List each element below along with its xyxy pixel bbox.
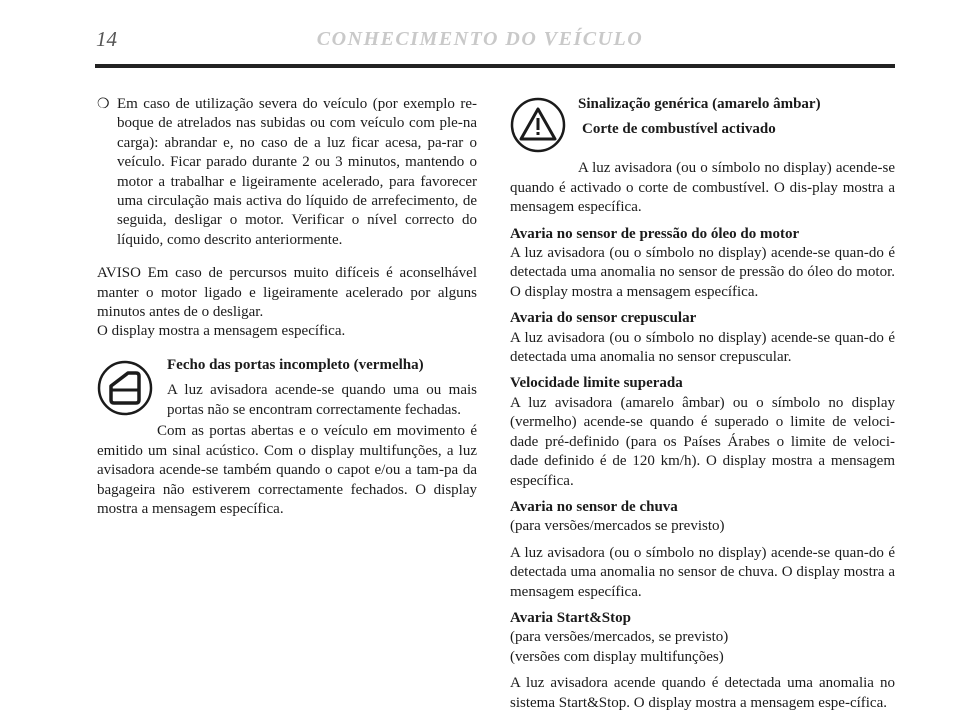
startstop-text: A luz avisadora acende quando é detectada uma anomalia no sistema Start&Stop. O display mostra a mensagem espe-cífica.: [510, 675, 895, 711]
speed-text: A luz avisadora (amarelo âmbar) ou o símbolo no display (vermelho) acende-se quando é superado o limite de veloci-dade pré-definido (para os Países Árabes o limite de veloci-dade definido é de 120 km/h). O display mostra a mensagem específica.: [510, 394, 895, 489]
startstop-title: Avaria Start&Stop: [510, 609, 631, 626]
door-open-icon: [97, 356, 167, 422]
bullet-item: [97, 95, 477, 250]
bullet-circle-icon: ❍: [97, 97, 110, 112]
rain-title: Avaria no sensor de chuva: [510, 498, 678, 515]
rain-note: (para versões/mercados se previsto): [510, 518, 725, 535]
rain-text: A luz avisadora (ou o símbolo no display) acende-se quan-do é detectada uma anomalia no sensor de chuva. O display mostra a mensagem específica.: [510, 544, 895, 600]
page-number: 14: [96, 27, 117, 51]
speed-title: Velocidade limite superada: [510, 375, 683, 392]
dusk-title: Avaria do sensor crepuscular: [510, 310, 697, 327]
startstop-note-2: (versões com display multifunções): [510, 648, 724, 665]
right-column: [510, 95, 895, 713]
dusk-text: A luz avisadora (ou o símbolo no display) acende-se quan-do é detectada uma anomalia no sensor crepuscular.: [510, 329, 895, 366]
aviso-paragraph: AVISO Em caso de percursos muito difíceis é aconselhável manter o motor ligado e ligeiramente acelerado por alguns minutos antes de o desligar.: [97, 265, 477, 321]
section-title: CONHECIMENTO DO VEÍCULO: [316, 28, 644, 50]
generic-text: A luz avisadora (ou o símbolo no display) acende-se quando é activado o corte de combustível. O dis-play mostra a mensagem específica.: [510, 160, 895, 216]
header-rule: [95, 64, 895, 68]
oil-title: Avaria no sensor de pressão do óleo do motor: [510, 225, 800, 242]
door-text-2: Com as portas abertas e o veículo em movimento é emitido um sinal acústico. Com o display multifunções, a luz avisadora acende-se também quando o capot e/ou a tam-pa da bagageira não estiverem correctamente fechados. O display mostra a mensagem específica.: [97, 423, 477, 517]
generic-title: Sinalização genérica (amarelo âmbar): [578, 96, 821, 112]
startstop-note-1: (para versões/mercados, se previsto): [510, 629, 729, 646]
warning-triangle-icon: [510, 95, 578, 159]
door-warning-block: [97, 356, 477, 422]
generic-subtitle: Corte de combustível activado: [582, 121, 776, 138]
door-text-1: A luz avisadora acende-se quando uma ou mais portas não se encontram correctamente fechadas.: [167, 382, 477, 418]
oil-text: A luz avisadora (ou o símbolo no display) acende-se quan-do é detectada uma anomalia no sensor de pressão do óleo do motor. O display mostra a mensagem específica.: [510, 245, 895, 300]
door-title: Fecho das portas incompleto (vermelha): [167, 356, 424, 373]
bullet-text: Em caso de utilização severa do veículo (por exemplo re-boque de atrelados nas subidas ou com veículo com ple-na carga): abrandar e, no caso de a luz ficar acesa, pa-rar o veículo. Ficar parado durante 2 ou 3 minutos, mantendo o motor a trabalhar e ligeiramente acelerado, para favorecer uma circulação mais activa do líquido de arrefecimento, de seguida, desligar o motor. Verificar o nível correcto do líquido, como descrito anteriormente.: [117, 96, 477, 248]
generic-warning-block: [510, 95, 895, 159]
left-column: [97, 95, 477, 519]
display-message: O display mostra a mensagem específica.: [97, 323, 346, 340]
